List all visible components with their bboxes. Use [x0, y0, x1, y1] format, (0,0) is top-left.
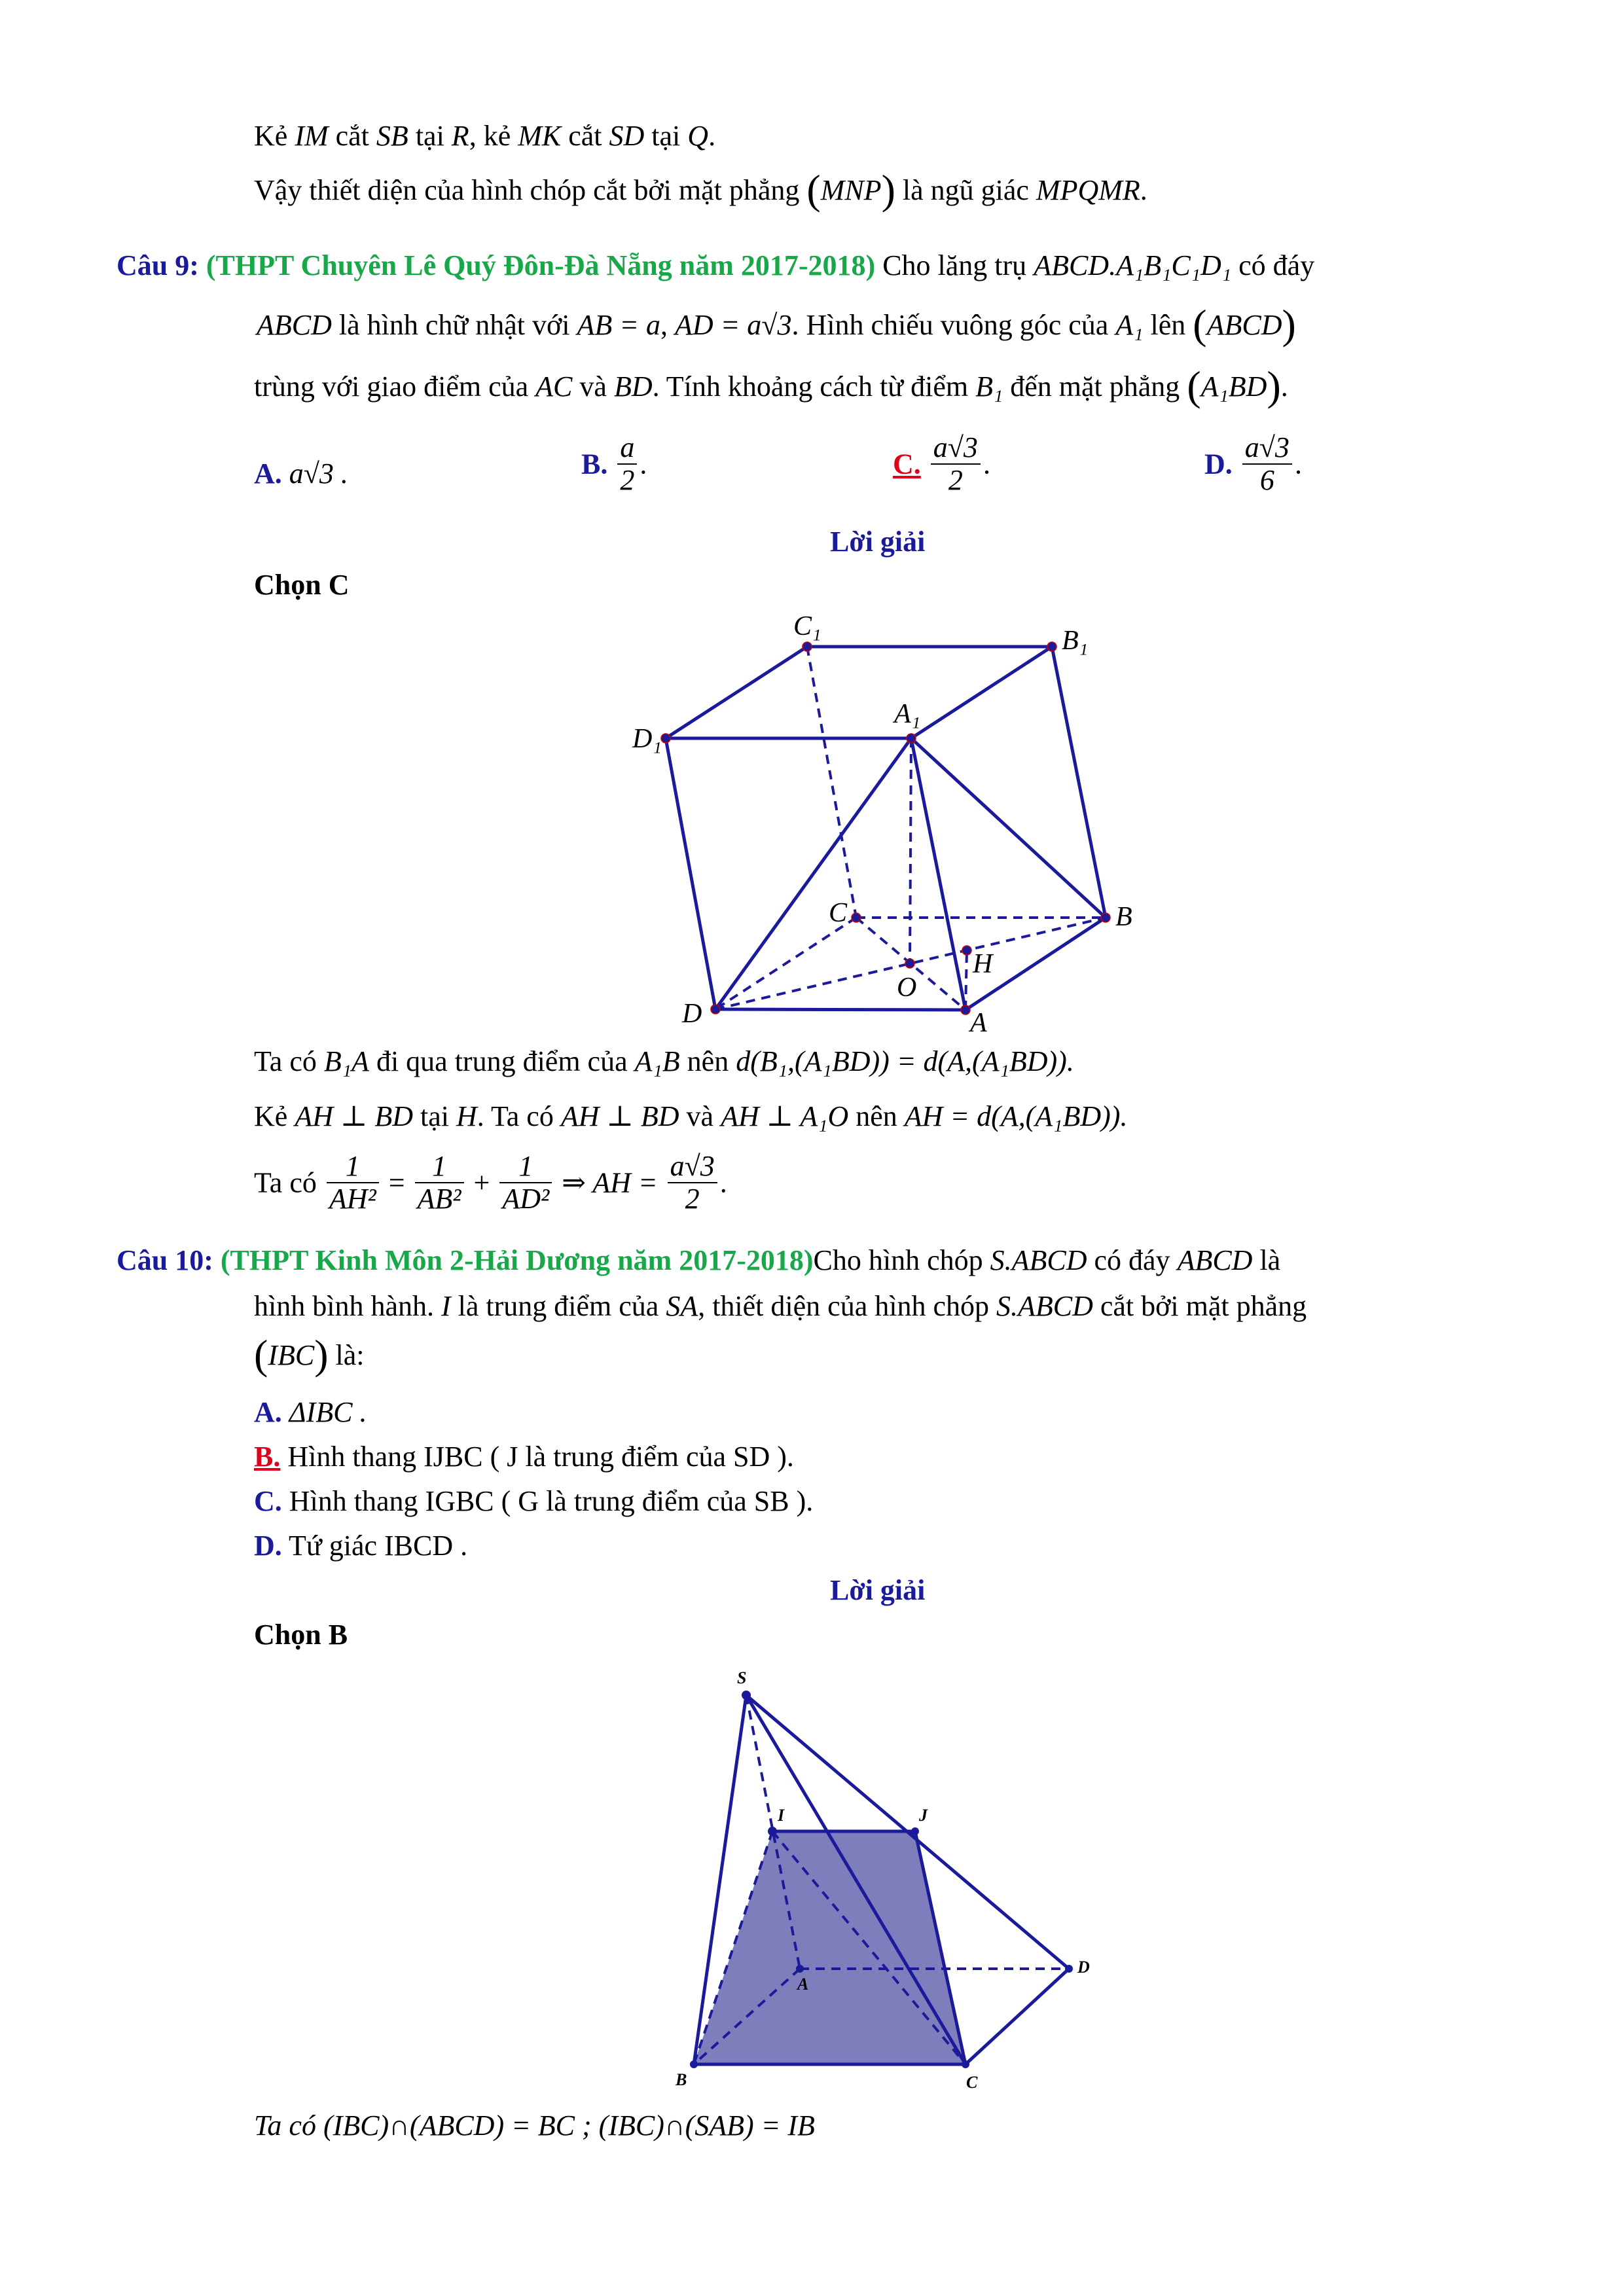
label-a: A — [797, 1975, 809, 1994]
question-9-header: Câu 9: (THPT Chuyên Lê Quý Đôn-Đà Nẵng năm 2017-2018) Cho lăng trụ ABCD.A₁B₁C₁D₁ có đáy — [117, 249, 1315, 281]
text-line: Kẻ IM cắt SB tại R, kẻ MK cắt SD tại Q. — [254, 120, 716, 152]
text-line: Ta có (IBC)∩(ABCD) = BC ; (IBC)∩(SAB) = IB — [254, 2109, 815, 2142]
label-j: J — [919, 1806, 928, 1825]
label-o: O — [897, 973, 917, 1003]
text-line: Vậy thiết diện của hình chóp cắt bởi mặt phẳng (MNP) là ngũ giác MPQMR. — [254, 166, 1147, 213]
hidden-edge — [910, 738, 911, 963]
formula-line: Ta có $\frac{1}{\text{AH²}}$ = $\frac{1}{\text{AB²}}$ + $\frac{1}{\text{AD²}}$ ⇒ AH = $\frac{a√3}{2}$ . — [254, 1150, 727, 1215]
option-c[interactable]: C. Hình thang IGBC ( G là trung điểm của SB ). — [254, 1485, 814, 1517]
hidden-edge — [807, 647, 856, 918]
prism-figure — [615, 602, 1139, 1034]
text-line: ABCD là hình chữ nhật với AB = a, AD = a√3. Hình chiếu vuông góc của A₁ lên (ABCD) — [257, 301, 1296, 348]
section-fill — [694, 1831, 965, 2064]
option-a[interactable]: A. a√3 . — [254, 457, 348, 490]
label-d1: D₁ — [632, 724, 662, 754]
label-b: B — [676, 2070, 687, 2089]
edge — [666, 647, 807, 738]
option-a[interactable]: A. ΔIBC . — [254, 1396, 367, 1428]
option-d[interactable]: D. $\frac{a√3}{6}$ . — [1204, 431, 1302, 496]
label-c: C — [966, 2073, 978, 2092]
question-10-header: Câu 10: (THPT Kinh Môn 2-Hải Dương năm 2017-2018)Cho hình chóp S.ABCD có đáy ABCD là — [117, 1244, 1281, 1276]
answer-choice: Chọn B — [254, 1619, 348, 1651]
label-a: A — [970, 1008, 987, 1034]
edge — [715, 1009, 965, 1010]
label-c: C — [829, 898, 848, 928]
text-line: (IBC) là: — [254, 1331, 365, 1378]
solution-title: Lời giải — [830, 526, 926, 558]
label-h: H — [973, 949, 993, 979]
hidden-edge — [715, 918, 856, 1009]
text-line: Kẻ AH ⊥ BD tại H. Ta có AH ⊥ BD và AH ⊥ A₁O nên AH = d(A,(A₁BD)). — [254, 1100, 1128, 1132]
label-i: I — [778, 1806, 785, 1825]
option-d[interactable]: D. Tứ giác IBCD . — [254, 1530, 468, 1562]
answer-choice: Chọn C — [254, 569, 350, 601]
option-b[interactable]: B. Hình thang IJBC ( J là trung điểm của SD ). — [254, 1441, 794, 1473]
label-s: S — [737, 1668, 747, 1687]
text-line: Ta có B₁A đi qua trung điểm của A₁B nên d(B₁,(A₁BD)) = d(A,(A₁BD)). — [254, 1045, 1074, 1077]
label-d: D — [682, 999, 702, 1029]
text-line: trùng với giao điểm của AC và BD. Tính khoảng cách từ điểm B₁ đến mặt phẳng (A₁BD). — [254, 363, 1288, 409]
label-a1: A₁ — [894, 699, 921, 729]
solution-title: Lời giải — [830, 1574, 926, 1606]
label-b1: B₁ — [1062, 626, 1089, 656]
pyramid-figure — [655, 1662, 1113, 2094]
edge — [965, 1969, 1069, 2064]
edge — [715, 738, 911, 1009]
edge — [911, 647, 1052, 738]
option-c[interactable]: C. $\frac{a√3}{2}$ . — [893, 431, 990, 496]
label-b: B — [1115, 902, 1132, 932]
label-c1: C₁ — [793, 611, 821, 641]
hidden-edge — [965, 950, 967, 1010]
label-d: D — [1077, 1958, 1090, 1977]
edge — [666, 738, 715, 1009]
option-b[interactable]: B. $\frac{a}{2}$ . — [581, 431, 647, 496]
text-line: hình bình hành. I là trung điểm của SA, thiết diện của hình chóp S.ABCD cắt bởi mặt phẳng — [254, 1290, 1307, 1322]
